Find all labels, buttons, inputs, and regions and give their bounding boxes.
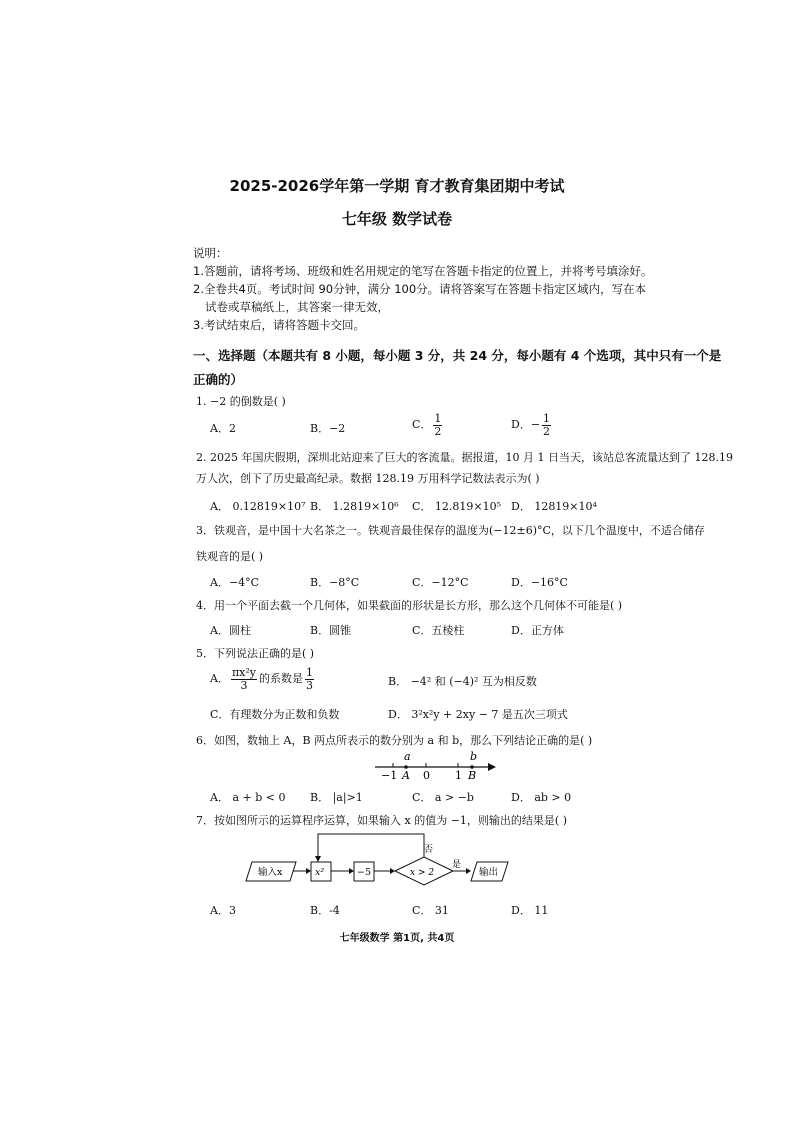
input-label: 输入x [258,867,283,878]
section-heading-cont: 正确的） [193,372,244,387]
instruction-2a: 2.全卷共4页。考试时间 90分钟，满分 100分。请将答案写在答题卡指定区域内，写在本 [193,282,647,296]
q6-stem: 6．如图，数轴上 A，B 两点所表示的数分别为 a 和 b，那么下列结论正确的是( ) [196,734,593,747]
exam-title: 2025-2026学年第一学期 育才教育集团期中考试 [229,177,565,195]
exam-subtitle: 七年级 数学试卷 [341,210,453,228]
arrow-icon [306,868,311,874]
q5-option-d: D． 3²x²y + 2xy − 7 是五次三项式 [388,708,568,721]
point-label-b: B [468,769,477,782]
section-heading: 一、选择题（本题共有 8 小题，每小题 3 分，共 24 分，每小题有 4 个选项，其中只有一个是 [193,348,722,363]
q4-option-a: A．圆柱 [210,624,251,637]
q3-option-a: A．−4°C [210,576,260,589]
minus-label: −5 [357,867,372,878]
no-loop-line [318,834,424,858]
q7-option-b: B．-4 [310,904,340,917]
arrow-icon [466,868,471,874]
q6-option-c: C． a > −b [412,791,474,804]
q6-option-d: D． ab > 0 [511,791,572,804]
instructions-heading: 说明： [193,246,228,260]
tick-label-0: 0 [423,769,430,782]
label-a: a [404,750,411,763]
square-label: x² [315,867,325,878]
q5-option-b: B． −4² 和 (−4)² 互为相反数 [388,675,537,688]
q6-option-b: B． |a|>1 [310,791,363,804]
q3-option-c: C．−12°C [412,576,469,589]
q1-option-a: A．2 [210,422,236,435]
q3-stem-b: 铁观音的是( ) [196,550,264,563]
q1-stem: 1. −2 的倒数是( ) [196,395,286,408]
q4-option-d: D．正方体 [511,624,564,637]
point-label-a: A [402,769,410,782]
q6-option-a: A． a + b < 0 [210,791,286,804]
q3-option-b: B．−8°C [310,576,360,589]
q3-stem-a: 3．铁观音，是中国十大名茶之一。铁观音最佳保存的温度为(−12±6)°C，以下几个温度中，不适合储存 [196,524,705,537]
decision-label: x > 2 [410,868,435,878]
output-label: 输出 [479,867,499,878]
arrow-icon [488,763,496,771]
number-line-figure [370,748,500,782]
q4-option-c: C．五棱柱 [412,624,465,637]
flowchart-figure [240,828,520,892]
q4-stem: 4．用一个平面去截一个几何体，如果截面的形状是长方形，那么这个几何体不可能是( ) [196,599,623,612]
q2-option-c: C． 12.819×10⁵ [412,500,502,513]
instruction-3: 3.考试结束后，请将答题卡交回。 [193,318,365,332]
tick-label-neg1: −1 [381,769,398,782]
page-footer: 七年级数学 第1页, 共4页 [339,933,455,944]
q7-option-c: C． 31 [412,904,449,917]
q7-stem: 7．按如图所示的运算程序运算，如果输入 x 的值为 −1，则输出的结果是( ) [196,814,567,827]
q5-option-c: C．有理数分为正数和负数 [210,708,340,721]
tick-label-1: 1 [455,769,462,782]
instruction-1: 1.答题前，请将考场、班级和姓名用规定的笔写在答题卡指定的位置上，并将考号填涂好。 [193,264,653,278]
q2-stem-a: 2. 2025 年国庆假期，深圳北站迎来了巨大的客流量。据报道，10 月 1 日当天，该站总客流量达到了 128.19 [196,451,733,464]
label-b: b [470,750,478,763]
q1-option-d: D．− $\frac{1}{2}$ [511,412,551,438]
q1-option-b: B．−2 [310,422,346,435]
q5-stem: 5．下列说法正确的是( ) [196,647,315,660]
q4-option-b: B．圆锥 [310,624,352,637]
q2-option-a: A． 0.12819×10⁷ [210,500,306,513]
q7-option-a: A．3 [210,904,236,917]
q2-stem-b: 万人次，创下了历史最高纪录。数据 128.19 万用科学记数法表示为( ) [196,472,540,485]
q1-option-c: C． $\frac{1}{2}$ [412,412,442,438]
q2-option-d: D． 12819×10⁴ [511,500,597,513]
q2-option-b: B． 1.2819×10⁶ [310,500,399,513]
arrow-icon [315,856,321,862]
no-label: 否 [424,845,434,855]
q5-option-a: A． $\frac{\text{πx²y}}{3}$ 的系数是 $\frac{1}{3}$ [210,666,314,692]
yes-label: 是 [452,860,462,870]
q3-option-d: D．−16°C [511,576,568,589]
instruction-2b: 试卷或草稿纸上，其答案一律无效， [205,300,389,314]
q7-option-d: D． 11 [511,904,549,917]
arrow-icon [349,868,354,874]
